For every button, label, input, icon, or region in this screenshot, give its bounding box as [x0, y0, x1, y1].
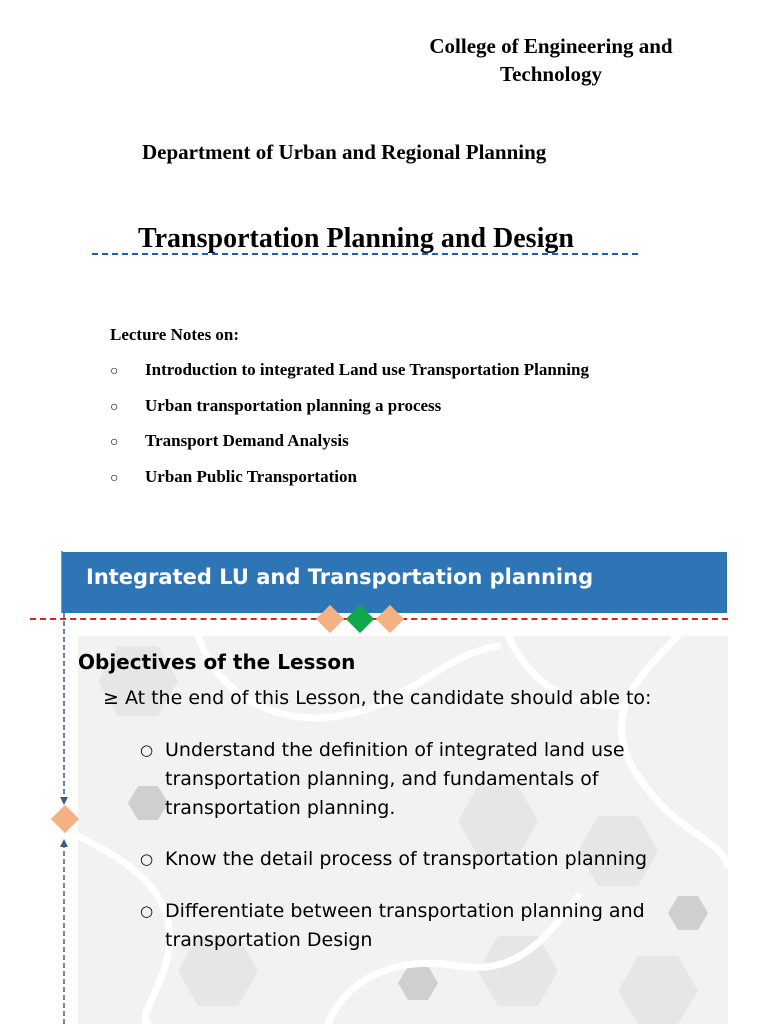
bullet-icon: ○	[140, 902, 154, 920]
lecture-topic-text: Urban Public Transportation	[145, 467, 357, 486]
course-title-underline	[92, 253, 638, 255]
lecture-topic-text: Transport Demand Analysis	[145, 431, 349, 450]
lecture-topic-text: Introduction to integrated Land use Transportation Planning	[145, 360, 589, 379]
course-title: Transportation Planning and Design	[138, 223, 574, 254]
college-name: College of Engineering and Technology	[429, 34, 673, 86]
bullet-icon: ○	[110, 400, 119, 415]
bullet-icon: ○	[140, 850, 154, 868]
lecture-topic-text: Urban transportation planning a process	[145, 396, 442, 415]
lecture-topic	[110, 396, 441, 416]
bullet-icon: ○	[110, 471, 119, 486]
department-name: Department of Urban and Regional Planning	[142, 140, 547, 164]
objectives-intro: ≥ At the end of this Lesson, the candidate should able to:	[103, 687, 652, 709]
lecture-notes-label: Lecture Notes on:	[110, 325, 240, 344]
lecture-topic	[110, 431, 349, 451]
bullet-icon: ○	[110, 435, 119, 450]
lecture-topic	[110, 467, 357, 487]
objective-text: Differentiate between transportation planning and transportation Design	[165, 900, 645, 951]
bullet-icon: ○	[110, 364, 119, 379]
lecture-topic	[110, 360, 589, 380]
objective-text: Know the detail process of transportation planning	[165, 848, 648, 870]
objective-text: Understand the definition of integrated land use transportation planning, and fundamentals of transportation planning.	[165, 739, 625, 819]
bullet-icon: ○	[140, 741, 154, 759]
objectives-heading: Objectives of the Lesson	[78, 650, 356, 674]
orange-diamond-icon	[51, 805, 79, 833]
slide-banner	[62, 552, 727, 613]
slide-banner-title: Integrated LU and Transportation planning	[86, 565, 594, 589]
